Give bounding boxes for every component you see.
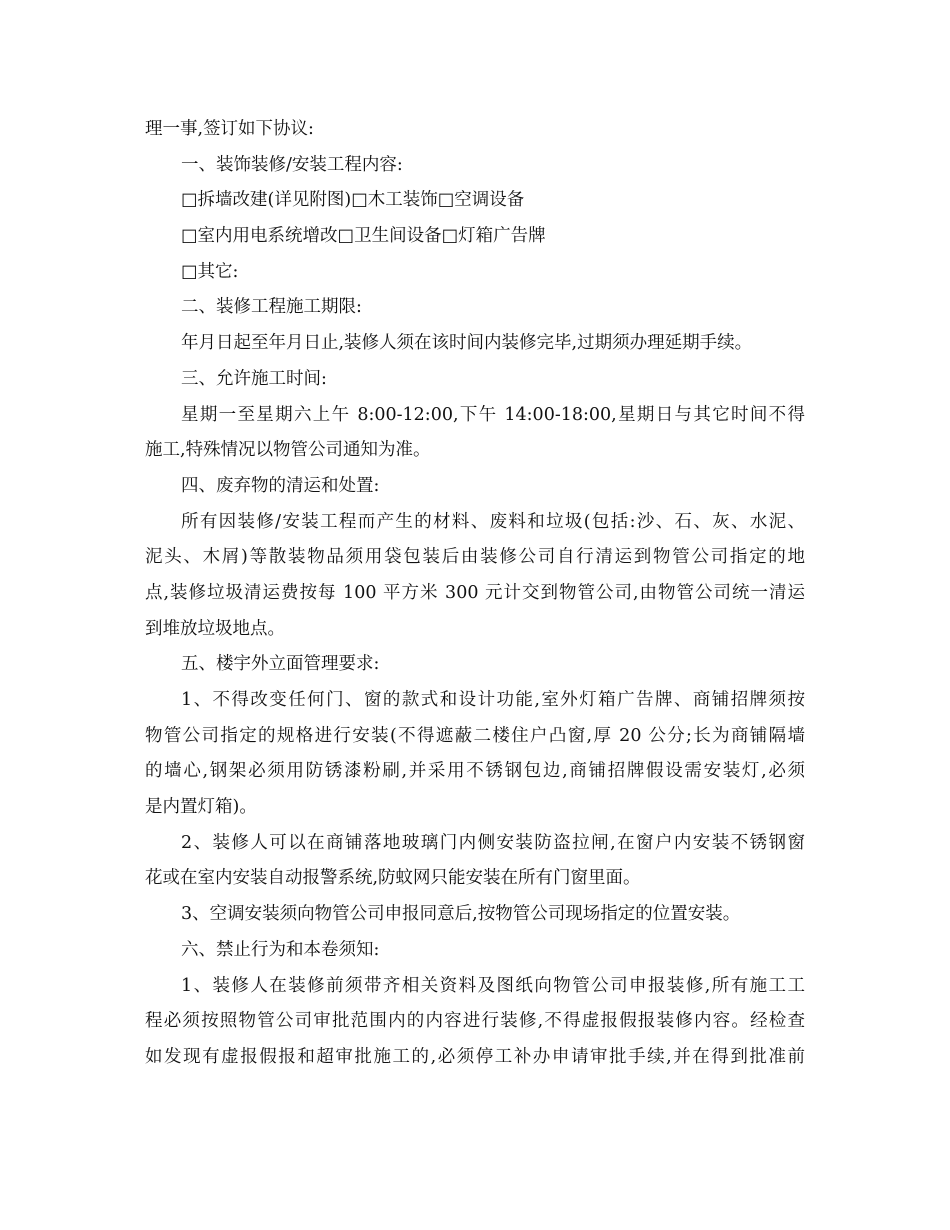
text-line: 施工,特殊情况以物管公司通知为准。	[145, 440, 431, 461]
text-line: □室内用电系统增改□卫生间设备□灯箱广告牌	[181, 226, 546, 247]
text-line: 的墙心,钢架必须用防锈漆粉刷,并采用不锈钢包边,商铺招牌假设需安装灯,必须	[145, 761, 805, 782]
text-line: 3、空调安装须向物管公司申报同意后,按物管公司现场指定的位置安装。	[181, 904, 741, 925]
text-line: □其它:	[181, 261, 239, 282]
text-line: 1、装修人在装修前须带齐相关资料及图纸向物管公司申报装修,所有施工工	[181, 975, 805, 996]
text-line: 点,装修垃圾清运费按每 100 平方米 300 元计交到物管公司,由物管公司统一清运	[145, 582, 805, 603]
text-line: 1、不得改变任何门、窗的款式和设计功能,室外灯箱广告牌、商铺招牌须按	[181, 690, 805, 710]
text-line: 四、废弃物的清运和处置:	[181, 475, 380, 496]
text-line: 二、装修工程施工期限:	[181, 297, 362, 318]
text-line: 是内置灯箱)。	[145, 797, 257, 818]
text-line: 泥头、木屑)等散装物品须用袋包装后由装修公司自行清运到物管公司指定的地	[145, 547, 805, 568]
text-line: 如发现有虚报假报和超审批施工的,必须停工补办申请审批手续,并在得到批准前	[145, 1046, 805, 1067]
text-line: 三、允许施工时间:	[181, 368, 327, 389]
text-line: 所有因装修/安装工程而产生的材料、废料和垃圾(包括:沙、石、灰、水泥、	[181, 511, 805, 532]
text-line: 六、禁止行为和本卷须知:	[181, 939, 380, 960]
text-line: 到堆放垃圾地点。	[145, 618, 285, 639]
text-line: 理一事,签订如下协议:	[145, 119, 314, 139]
text-line: 2、装修人可以在商铺落地玻璃门内侧安装防盗拉闸,在窗户内安装不锈钢窗	[181, 832, 805, 853]
text-line: 程必须按照物管公司审批范围内的内容进行装修,不得虚报假报装修内容。经检查	[145, 1011, 805, 1032]
text-line: □拆墙改建(详见附图)□木工装饰□空调设备	[181, 190, 525, 211]
text-line: 物管公司指定的规格进行安装(不得遮蔽二楼住户凸窗,厚 20 公分;长为商铺隔墙	[145, 725, 805, 746]
text-line: 花或在室内安装自动报警系统,防蚊网只能安装在所有门窗里面。	[145, 868, 641, 889]
text-line: 年月日起至年月日止,装修人须在该时间内装修完毕,过期须办理延期手续。	[181, 333, 753, 354]
text-line: 星期一至星期六上午 8:00-12:00,下午 14:00-18:00,星期日与其它时间不得	[181, 404, 805, 425]
document-page	[145, 112, 805, 1076]
text-line: 五、楼宇外立面管理要求:	[181, 654, 380, 675]
text-line: 一、装饰装修/安装工程内容:	[181, 154, 403, 175]
